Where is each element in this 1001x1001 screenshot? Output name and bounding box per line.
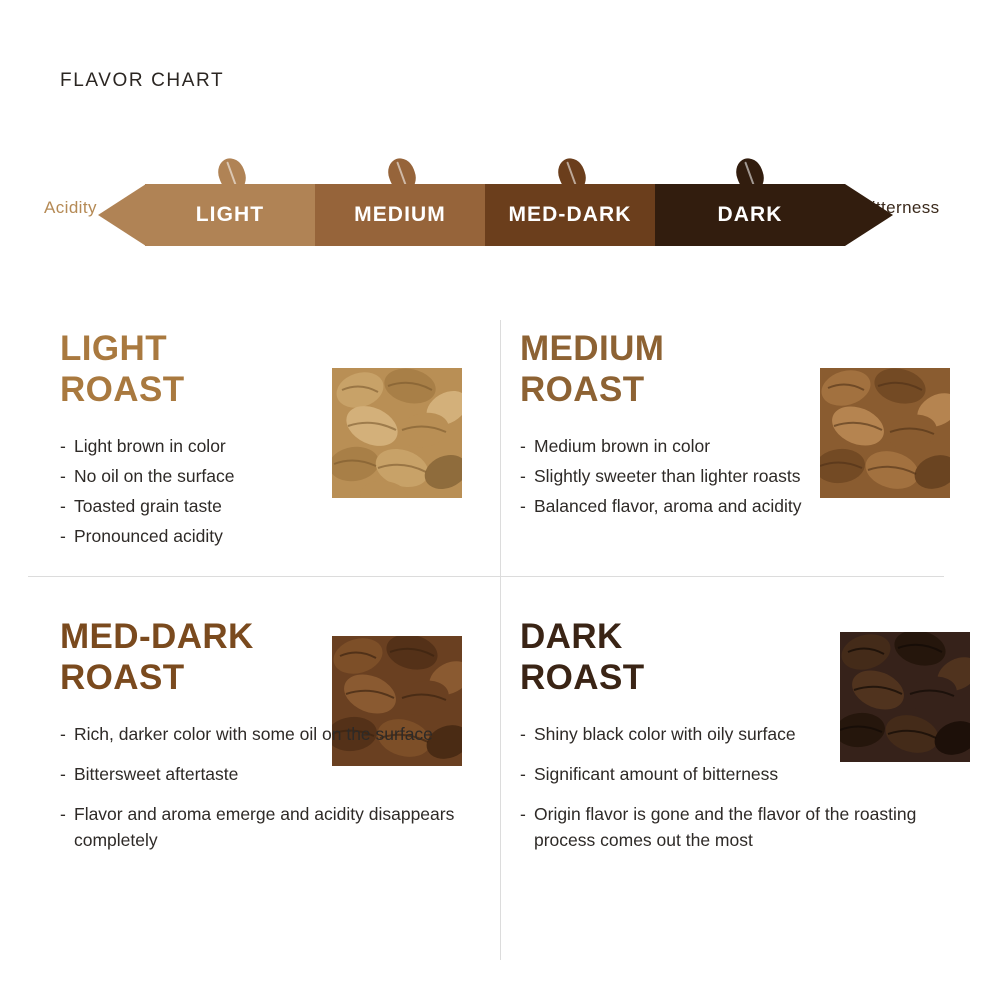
list-item: - Slightly sweeter than lighter roasts xyxy=(520,463,920,489)
roast-scale xyxy=(40,162,970,272)
list-item: - Pronounced acidity xyxy=(60,523,460,549)
roast-card-title xyxy=(520,328,770,411)
roast-title-line2: ROAST xyxy=(60,658,185,698)
list-item: - Significant amount of bitterness xyxy=(520,761,920,787)
list-item: - Shiny black color with oily surface xyxy=(520,721,920,747)
grid-divider-horizontal xyxy=(28,576,944,577)
roast-title-line2: ROAST xyxy=(60,370,185,410)
roast-card-dark xyxy=(520,616,980,868)
roast-bullet-list xyxy=(60,721,460,854)
list-item: - Flavor and aroma emerge and acidity disappears completely xyxy=(60,801,460,854)
roast-card-medium xyxy=(520,328,980,523)
roast-bullet-list xyxy=(520,721,920,854)
scale-segment-med-dark: MED-DARK xyxy=(485,184,655,246)
roast-title-line2: ROAST xyxy=(520,370,645,410)
arrow-right-head xyxy=(845,184,893,246)
arrow-left-head xyxy=(98,184,146,246)
bitterness-label: Bitterness xyxy=(860,198,940,217)
list-item: - Toasted grain taste xyxy=(60,493,460,519)
list-item: - Light brown in color xyxy=(60,433,460,459)
roast-card-title xyxy=(520,616,770,699)
roast-title-line2: ROAST xyxy=(520,658,645,698)
roast-card-med-dark xyxy=(60,616,520,868)
list-item: - Origin flavor is gone and the flavor of the roasting process comes out the most xyxy=(520,801,920,854)
roast-card-title xyxy=(60,328,310,411)
roast-title-line1: MEDIUM xyxy=(520,329,665,368)
roast-grid xyxy=(0,300,1001,1000)
scale-band xyxy=(145,184,845,246)
scale-segment-dark: DARK xyxy=(655,184,845,246)
acidity-label: Acidity xyxy=(44,198,97,217)
list-item: - Medium brown in color xyxy=(520,433,920,459)
roast-card-title xyxy=(60,616,310,699)
page-title: FLAVOR CHART xyxy=(60,70,225,91)
roast-title-line1: DARK xyxy=(520,617,623,656)
scale-segment-medium: MEDIUM xyxy=(315,184,485,246)
list-item: - No oil on the surface xyxy=(60,463,460,489)
roast-card-light xyxy=(60,328,520,554)
roast-title-line1: LIGHT xyxy=(60,329,167,368)
list-item: - Bittersweet aftertaste xyxy=(60,761,460,787)
scale-segment-light: LIGHT xyxy=(145,184,315,246)
list-item: - Rich, darker color with some oil on the surface xyxy=(60,721,460,747)
roast-title-line1: MED-DARK xyxy=(60,617,254,656)
roast-bullet-list xyxy=(520,433,920,520)
list-item: - Balanced flavor, aroma and acidity xyxy=(520,493,920,519)
